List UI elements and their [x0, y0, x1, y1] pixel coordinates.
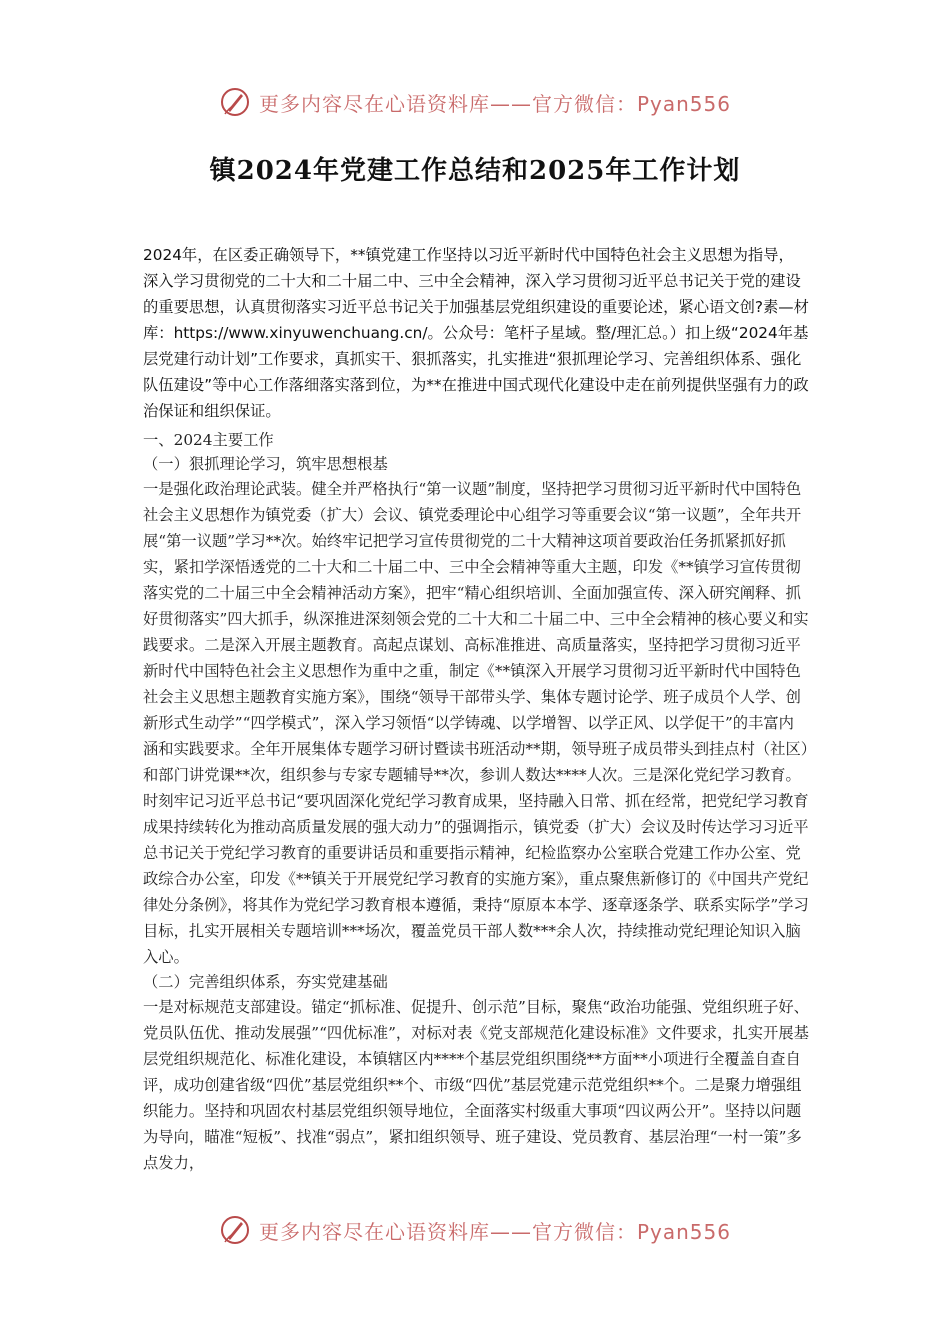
body-paragraph: 一是强化政治理论武装。健全并严格执行“第一议题”制度，坚持把学习贯彻习近平新时代中国特色社会主义思想作为镇党委（扩大）会议、镇党委理论中心组学习等重要会议“第一议题”，全年共开展“第一议题”学习**次。始终牢记把学习宣传贯彻党的二十大精神这项首要政治任务抓紧抓好抓实，紧扣学深悟透党的二十大和二十届二中、三中全会精神等重大主题，印发《**镇学习宣传贯彻落实党的二十届三中全会精神活动方案》，把牢“精心组织培训、全面加强宣传、深入研究阐释、抓好贯彻落实”四大抓手，纵深推进深刻领会党的二十大和二十届二中、三中全会精神的核心要义和实践要求。二是深入开展主题教育。高起点谋划、高标准推进、高质量落实，坚持把学习贯彻习近平新时代中国特色社会主义思想作为重中之重，制定《**镇深入开展学习贯彻习近平新时代中国特色社会主义思想主题教育实施方案》，围绕“领导干部带头学、集体专题讨论学、班子成员个人学、创新形式生动学”“四学模式”，深入学习领悟“以学铸魂、以学增智、以学正风、以学促干”的丰富内涵和实践要求。全年开展集体专题学习研讨暨读书班活动**期，领导班子成员带头到挂点村（社区）和部门讲党课**次，组织参与专家专题辅导**次，参训人数达****人次。三是深化党纪学习教育。时刻牢记习近平总书记“要巩固深化党纪学习教育成果，坚持融入日常、抓在经常，把党纪学习教育成果持续转化为推动高质量发展的强大动力”的强调指示，镇党委（扩大）会议及时传达学习习近平总书记关于党纪学习教育的重要讲话员和重要指示精神，纪检监察办公室联合党建工作办公室、党政综合办公室，印发《**镇关于开展党纪学习教育的实施方案》，重点聚焦新修订的《中国共产党纪律处分条例》，将其作为党纪学习教育根本遵循，秉持“原原本本学、逐章逐条学、联系实际学”学习目标，扎实开展相关专题培训***场次，覆盖党员干部人数***余人次，持续推动党纪理论知识入脑入心。	[143, 480, 809, 966]
watermark-text: 更多内容尽在心语资料库——官方微信：Pyan556	[258, 91, 731, 116]
subsection-heading: （二）完善组织体系，夯实党建基础	[143, 973, 388, 991]
watermark-text: 更多内容尽在心语资料库——官方微信：Pyan556	[258, 1219, 731, 1244]
document-title: 镇2024年党建工作总结和2025年工作计划	[209, 156, 741, 186]
intro-paragraph: 2024年，在区委正确领导下，**镇党建工作坚持以习近平新时代中国特色社会主义思想为指导，深入学习贯彻党的二十大和二十届二中、三中全会精神，深入学习贯彻习近平总书记关于党的建设的重要思想，认真贯彻落实习近平总书记关于加强基层党组织建设的重要论述，紧心语文创?素—材库：https://www.xinyuwenchuang.cn/。公众号：笔杆子星域。整/理汇总。）扣上级“2024年基层党建行动计划”工作要求，真抓实干、狠抓落实，扎实推进“狠抓理论学习、完善组织体系、强化队伍建设”等中心工作落细落实落到位，为**在推进中国式现代化建设中走在前列提供坚强有力的政治保证和组织保证。	[143, 246, 809, 420]
quill-logo-icon	[219, 86, 251, 118]
section-heading: 一、2024主要工作	[143, 431, 274, 449]
document-body	[143, 242, 809, 1176]
watermark-footer	[0, 1210, 950, 1250]
body-paragraph: 一是对标规范支部建设。锚定“抓标准、促提升、创示范”目标，聚焦“政治功能强、党组织班子好、党员队伍优、推动发展强”“四优标准”，对标对表《党支部规范化建设标准》文件要求，扎实开展基层党组织规范化、标准化建设，本镇辖区内****个基层党组织围绕**方面**小项进行全覆盖自查自评，成功创建省级“四优”基层党组织**个、市级“四优”基层党建示范党组织**个。二是聚力增强组织能力。坚持和巩固农村基层党组织领导地位，全面落实村级重大事项“四议两公开”。坚持以问题为导向，瞄准“短板”、找准“弱点”，紧扣组织领导、班子建设、党员教育、基层治理“一村一策”多点发力，	[143, 998, 809, 1172]
watermark-header	[0, 82, 950, 122]
subsection-heading: （一）狠抓理论学习，筑牢思想根基	[143, 455, 388, 473]
quill-logo-icon	[219, 1214, 251, 1246]
